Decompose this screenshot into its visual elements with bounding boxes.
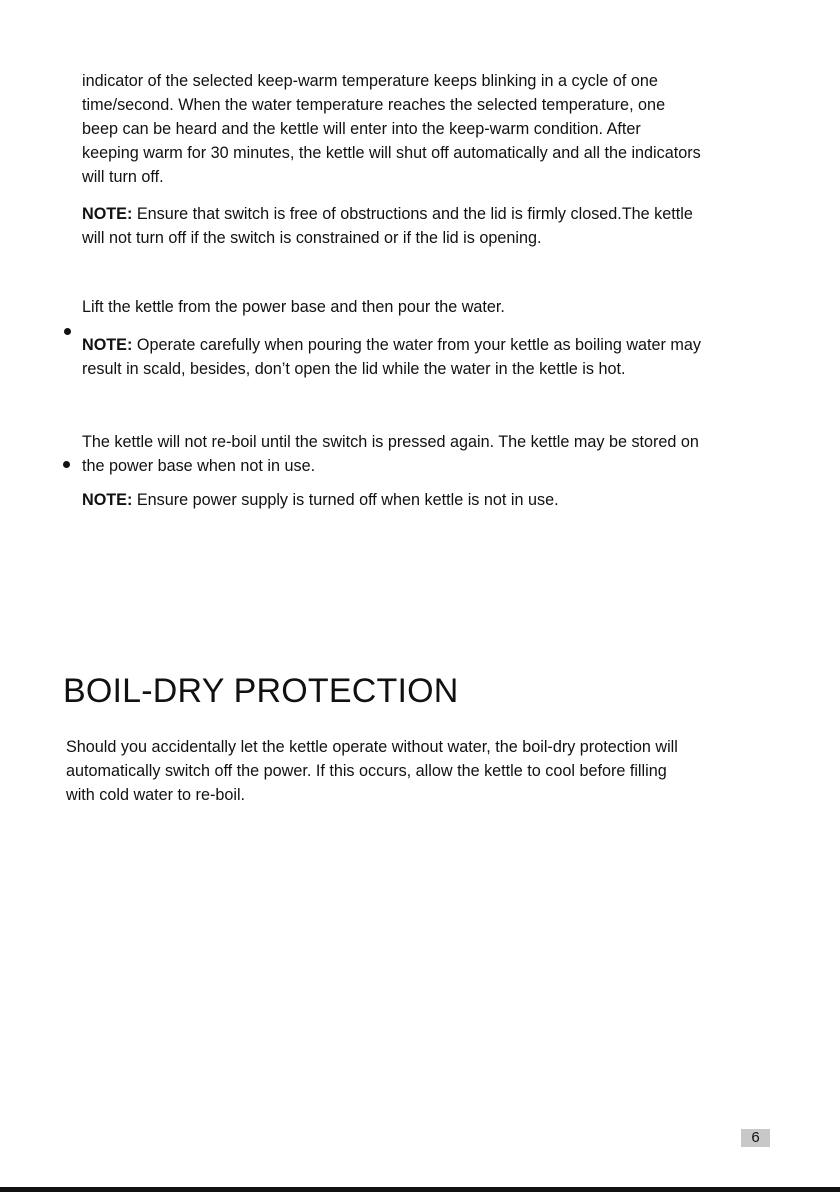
- bullet-icon: [63, 461, 70, 468]
- pouring-note-line: result in scald, besides, don’t open the lid while the water in the kettle is hot.: [82, 360, 626, 378]
- note-label: NOTE:: [82, 336, 133, 354]
- bottom-rule: [0, 1187, 840, 1192]
- keepwarm-note-line: will not turn off if the switch is constrained or if the lid is opening.: [82, 229, 542, 247]
- pouring-text: Lift the kettle from the power base and then pour the water.: [82, 298, 505, 316]
- note-text: Ensure power supply is turned off when kettle is not in use.: [132, 491, 559, 509]
- keepwarm-line: keeping warm for 30 minutes, the kettle will shut off automatically and all the indicators: [82, 144, 701, 162]
- keepwarm-note: [82, 202, 693, 250]
- keepwarm-line: indicator of the selected keep-warm temperature keeps blinking in a cycle of one: [82, 72, 658, 90]
- storage-line: The kettle will not re-boil until the switch is pressed again. The kettle may be stored on: [82, 433, 699, 451]
- note-text: Ensure that switch is free of obstructions and the lid is firmly closed.The kettle: [132, 205, 693, 223]
- page-number: 6: [741, 1129, 770, 1147]
- note-text: Operate carefully when pouring the water from your kettle as boiling water may: [132, 336, 701, 354]
- pouring-note-line: [82, 333, 701, 357]
- boil-dry-line: Should you accidentally let the kettle operate without water, the boil-dry protection will: [66, 738, 678, 756]
- keepwarm-line: will turn off.: [82, 168, 164, 186]
- section-heading: BOIL-DRY PROTECTION: [63, 672, 459, 710]
- keepwarm-paragraph: [82, 69, 701, 189]
- keepwarm-line: beep can be heard and the kettle will enter into the keep-warm condition. After: [82, 120, 641, 138]
- bullet-icon: [64, 328, 71, 335]
- storage-paragraph: [82, 430, 699, 478]
- pouring-paragraph: [82, 295, 505, 319]
- note-label: NOTE:: [82, 491, 133, 509]
- boil-dry-line: with cold water to re-boil.: [66, 786, 246, 804]
- storage-note: [82, 488, 559, 512]
- keepwarm-line: time/second. When the water temperature reaches the selected temperature, one: [82, 96, 666, 114]
- boil-dry-paragraph: [66, 735, 678, 807]
- pouring-note: [82, 333, 701, 381]
- note-label: NOTE:: [82, 205, 133, 223]
- boil-dry-line: automatically switch off the power. If this occurs, allow the kettle to cool before filling: [66, 762, 667, 780]
- keepwarm-note-line: [82, 202, 693, 226]
- storage-line: the power base when not in use.: [82, 457, 316, 475]
- storage-note-line: [82, 488, 559, 512]
